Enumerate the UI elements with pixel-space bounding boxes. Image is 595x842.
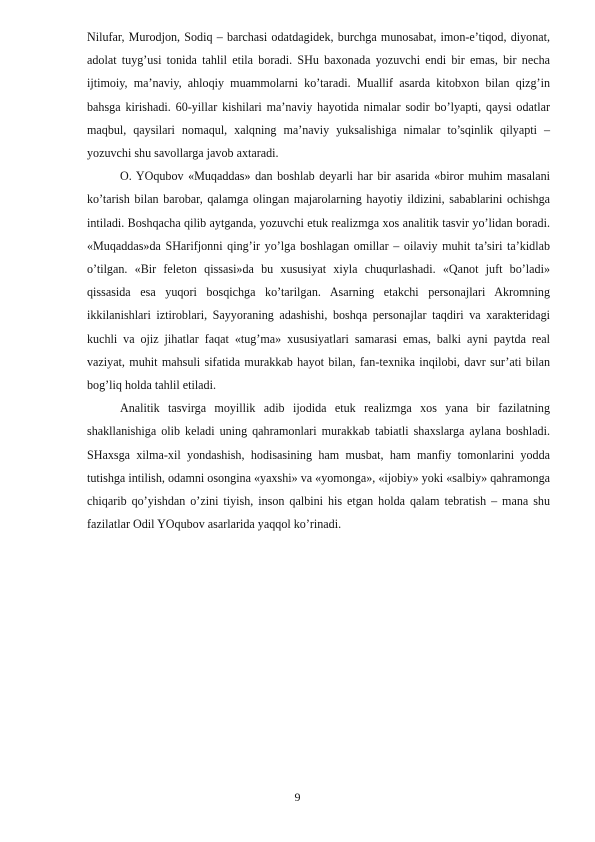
document-body [87, 26, 550, 536]
paragraph-3: Analitik tasvirga moyillik adib ijodida etuk realizmga xos yana bir fazilatning shakllanishiga olib keladi uning qahramonlari murakkab tabiatli shaxslarga aylana boshladi. SHaxsga xilma-xil yondashish, hodisasining ham musbat, ham manfiy tomonlarini yodda tutishga intilish, odamni osongina «yaxshi» va «yomonga», «ijobiy» yoki «salbiy» qahramonga chiqarib qo’yishdan o’zini tiyish, inson qalbini his etgan holda qalam tebratish – mana shu fazilatlar Odil YOqubov asarlarida yaqqol ko’rinadi. [87, 401, 550, 532]
page-number: 9 [294, 790, 301, 804]
paragraph-1: Nilufar, Murodjon, Sodiq – barchasi odatdagidek, burchga munosabat, imon-e’tiqod, diyonat, adolat tuyg’usi tonida tahlil etila boradi. SHu baxonada yozuvchi endi bir emas, bir necha ijtimoiy, ma’naviy, ahloqiy muammolarni ko’taradi. Muallif asarda kitobxon bilan qizg’in bahsga kirishadi. 60-yillar kishilari ma’naviy hayotida nimalar sodir bo’lyapti, qaysi odatlar maqbul, qaysilari nomaqul, xalqning ma’naviy yuksalishiga nimalar to’sqinlik qilyapti – yozuvchi shu savollarga javob axtaradi. [87, 30, 550, 161]
paragraph-2: O. YOqubov «Muqaddas» dan boshlab deyarli har bir asarida «biror muhim masalani ko’tarish bilan barobar, qalamga olingan majarolarning hayotiy ildizini, sabablarini ochishga intiladi. Boshqacha qilib aytganda, yozuvchi etuk realizmga xos analitik tasvir yo’lidan boradi. «Muqaddas»da SHarifjonni qing’ir yo’lga boshlagan omillar – oilaviy muhit ta’siri ta’kidlab o’tilgan. «Bir feleton qissasi»da bu xususiyat xiyla chuqurlashadi. «Qanot juft bo’ladi» qissasida esa yuqori bosqichga ko’tarilgan. Asarning etakchi personajlari Akromning ikkilanishlari iztiroblari, Sayyoraning adashishi, boshqa personajlar taqdiri va xarakteridagi kuchli va ojiz jihatlar faqat «tug’ma» xususiyatlari samarasi emas, balki ayni paytda real vaziyat, muhit mahsuli sifatida murakkab hayot bilan, fan-texnika inqilobi, davr sur’ati bilan bog’liq holda tahlil etiladi. [87, 169, 550, 393]
